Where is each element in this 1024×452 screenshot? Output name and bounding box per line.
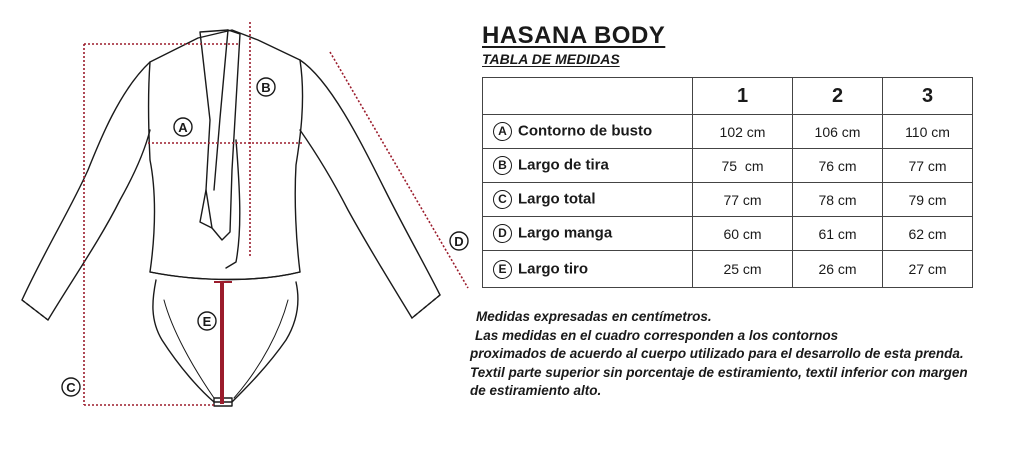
- row-letter-badge: A: [493, 122, 512, 141]
- row-label: Largo manga: [518, 224, 613, 242]
- size-header-row: [483, 78, 973, 115]
- table-row: [483, 183, 973, 217]
- size-header-1: 1: [693, 78, 793, 115]
- marker-a-label: A: [178, 120, 188, 135]
- size-table: [482, 77, 973, 288]
- marker-e-label: E: [202, 314, 212, 329]
- table-cell: 110 cm: [883, 115, 973, 149]
- marker-d-label: D: [454, 234, 464, 249]
- note-line: proximados de acuerdo al cuerpo utilizado para el desarrollo de esta prenda.: [470, 346, 964, 361]
- table-row: [483, 115, 973, 149]
- table-cell: 62 cm: [883, 217, 973, 251]
- marker-e: [198, 312, 216, 330]
- marker-c: [62, 378, 80, 396]
- table-cell: 79 cm: [883, 183, 973, 217]
- tie-outline: [200, 30, 240, 240]
- table-subtitle: TABLA DE MEDIDAS: [482, 51, 620, 67]
- lower-body-outline: [153, 280, 298, 402]
- row-label: Largo de tira: [518, 156, 609, 174]
- row-label: Contorno de busto: [518, 122, 653, 140]
- table-cell: 26 cm: [793, 251, 883, 288]
- marker-c-label: C: [66, 380, 76, 395]
- table-row: [483, 149, 973, 183]
- marker-b: [257, 78, 275, 96]
- table-cell: 61 cm: [793, 217, 883, 251]
- product-title: HASANA BODY: [482, 22, 666, 49]
- table-cell: 77 cm: [883, 149, 973, 183]
- table-row: [483, 251, 973, 288]
- table-cell: 77 cm: [693, 183, 793, 217]
- garment-diagram: [0, 0, 480, 452]
- bodysuit-outline: [149, 30, 303, 280]
- table-cell: 78 cm: [793, 183, 883, 217]
- size-notes: [470, 308, 1020, 401]
- row-letter-badge: B: [493, 156, 512, 175]
- table-cell: 102 cm: [693, 115, 793, 149]
- row-label: Largo total: [518, 190, 596, 208]
- right-sleeve-outline: [300, 60, 440, 318]
- marker-b-label: B: [261, 80, 271, 95]
- note-line: Las medidas en el cuadro corresponden a los contornos: [475, 327, 839, 343]
- table-cell: 25 cm: [693, 251, 793, 288]
- marker-d: [450, 232, 468, 250]
- row-letter-badge: D: [493, 224, 512, 243]
- table-cell: 76 cm: [793, 149, 883, 183]
- size-header-2: 2: [793, 78, 883, 115]
- row-letter-badge: C: [493, 190, 512, 209]
- table-cell: 60 cm: [693, 217, 793, 251]
- table-cell: 75 cm: [693, 149, 793, 183]
- note-line: de estiramiento alto.: [470, 383, 602, 398]
- note-line: Textil parte superior sin porcentaje de estiramiento, textil inferior con margen: [470, 364, 968, 380]
- size-header-3: 3: [883, 78, 973, 115]
- left-sleeve-outline: [22, 62, 150, 320]
- marker-a: [174, 118, 192, 136]
- table-cell: 106 cm: [793, 115, 883, 149]
- row-letter-badge: E: [493, 260, 512, 279]
- measure-line-d: [330, 52, 468, 288]
- table-row: [483, 217, 973, 251]
- header-empty-cell: [483, 78, 693, 115]
- note-line: Medidas expresadas en centímetros.: [476, 309, 712, 324]
- row-label: Largo tiro: [518, 259, 588, 277]
- table-cell: 27 cm: [883, 251, 973, 288]
